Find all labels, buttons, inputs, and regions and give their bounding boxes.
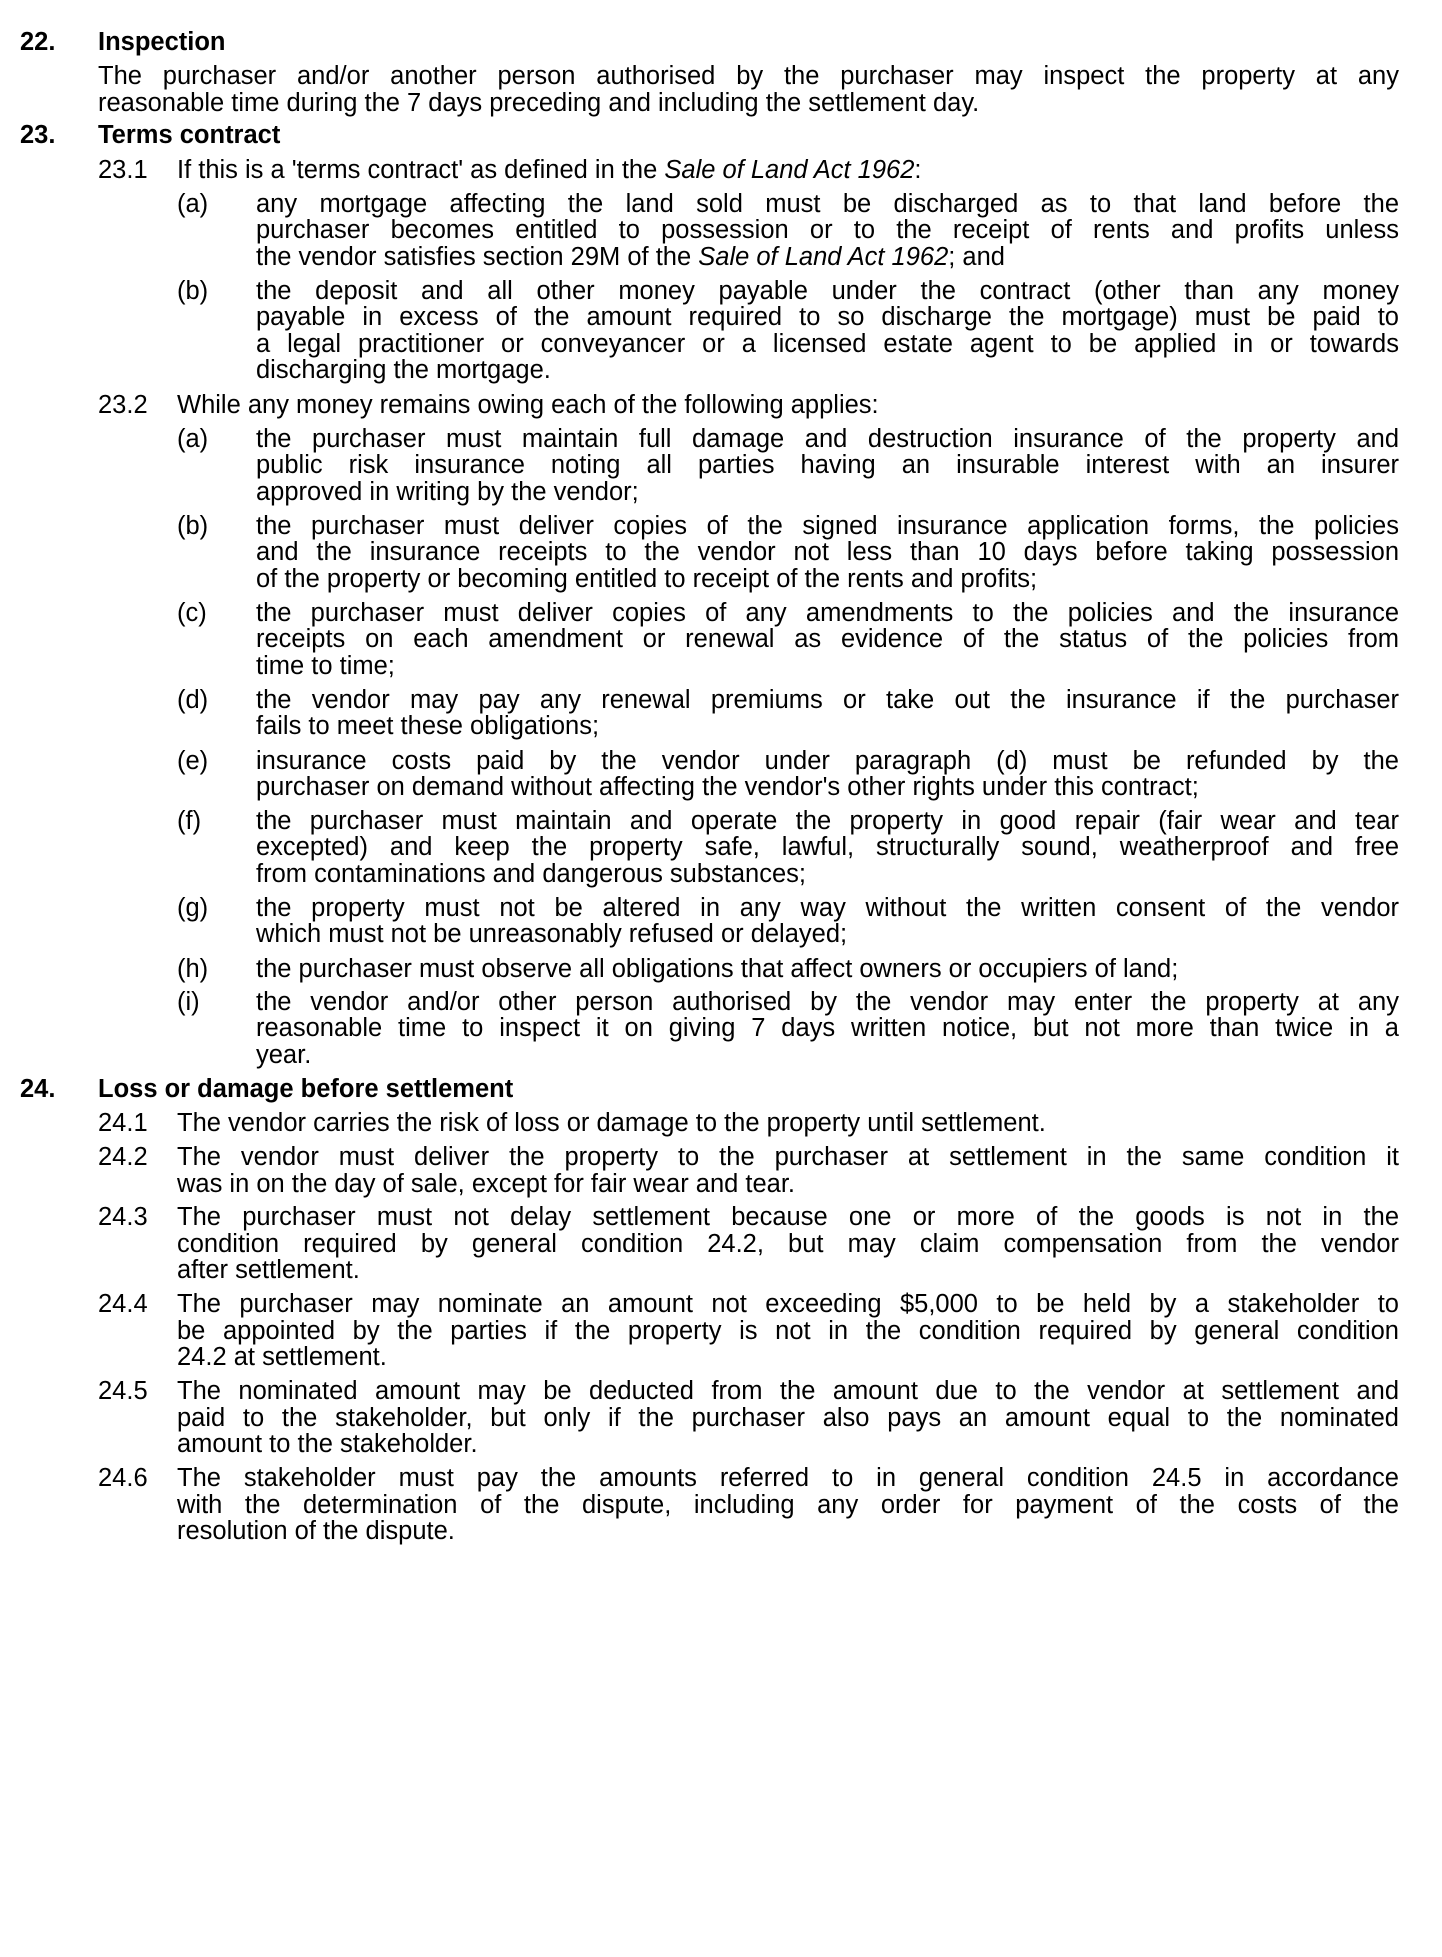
item-line: receipts on each amendment or renewal as evidence of the status of the policies from: [256, 625, 1399, 653]
clause-number: 24.3: [98, 1203, 148, 1231]
item-line: purchaser on demand without affecting the vendor's other rights under this contract;: [256, 773, 1199, 801]
clause-number: 23.2: [98, 391, 148, 419]
clause-line: resolution of the dispute.: [177, 1517, 455, 1545]
clause-number: 24.2: [98, 1143, 148, 1171]
item-label: (h): [177, 955, 209, 983]
clause-number: 24.1: [98, 1109, 148, 1137]
section-title: Inspection: [98, 28, 226, 56]
clause-line: The purchaser may nominate an amount not exceeding $5,000 to be held by a stakeholder to: [177, 1290, 1399, 1318]
clause-line: amount to the stakeholder.: [177, 1430, 478, 1458]
clause-line: be appointed by the parties if the property is not in the condition required by general condition: [177, 1317, 1399, 1345]
clause-line: The vendor carries the risk of loss or damage to the property until settlement.: [177, 1109, 1046, 1137]
item-line: the vendor and/or other person authorised by the vendor may enter the property at any: [256, 988, 1399, 1016]
clause-line: The stakeholder must pay the amounts referred to in general condition 24.5 in accordance: [177, 1464, 1399, 1492]
section-title: Loss or damage before settlement: [98, 1075, 514, 1103]
clause-text: If this is a 'terms contract' as defined in the Sale of Land Act 1962:: [177, 156, 922, 184]
item-label: (e): [177, 747, 209, 775]
item-label: (d): [177, 686, 209, 714]
clause-number: 24.6: [98, 1464, 148, 1492]
item-line: excepted) and keep the property safe, lawful, structurally sound, weatherproof and free: [256, 833, 1399, 861]
clause-line: The vendor must deliver the property to the purchaser at settlement in the same condition it: [177, 1143, 1399, 1171]
clause-line: 24.2 at settlement.: [177, 1343, 387, 1371]
item-line: the property must not be altered in any way without the written consent of the vendor: [256, 894, 1399, 922]
clause-number: 23.1: [98, 156, 148, 184]
section-number: 23.: [20, 121, 56, 149]
item-label: (g): [177, 894, 209, 922]
item-line: payable in excess of the amount required to so discharge the mortgage) must be paid to: [256, 303, 1399, 331]
act-title: Sale of Land Act 1962: [664, 156, 915, 184]
item-label: (c): [177, 599, 207, 627]
item-line: and the insurance receipts to the vendor not less than 10 days before taking possession: [256, 538, 1399, 566]
clause-text: While any money remains owing each of the following applies:: [177, 391, 879, 419]
item-line: approved in writing by the vendor;: [256, 478, 639, 506]
clause-line: The purchaser must not delay settlement because one or more of the goods is not in the: [177, 1203, 1399, 1231]
item-line: the purchaser must deliver copies of the signed insurance application forms, the policies: [256, 512, 1399, 540]
clause-line: condition required by general condition 24.2, but may claim compensation from the vendor: [177, 1230, 1399, 1258]
clause-number: 24.5: [98, 1377, 148, 1405]
item-line: the deposit and all other money payable under the contract (other than any money: [256, 277, 1399, 305]
item-label: (a): [177, 190, 209, 218]
item-line: public risk insurance noting all parties having an insurable interest with an insurer: [256, 451, 1399, 479]
clause-line: was in on the day of sale, except for fair wear and tear.: [177, 1170, 796, 1198]
item-line: purchaser becomes entitled to possession or to the receipt of rents and profits unless: [256, 216, 1399, 244]
item-line: reasonable time to inspect it on giving 7 days written notice, but not more than twice in a: [256, 1014, 1399, 1042]
item-line: any mortgage affecting the land sold must be discharged as to that land before the: [256, 190, 1399, 218]
item-line: the purchaser must deliver copies of any amendments to the policies and the insurance: [256, 599, 1399, 627]
item-line: time to time;: [256, 652, 395, 680]
item-label: (i): [177, 988, 200, 1016]
clause-line: paid to the stakeholder, but only if the purchaser also pays an amount equal to the nominated: [177, 1404, 1399, 1432]
item-label: (b): [177, 512, 209, 540]
clause-line: after settlement.: [177, 1256, 360, 1284]
item-line: insurance costs paid by the vendor under paragraph (d) must be refunded by the: [256, 747, 1399, 775]
section-number: 24.: [20, 1075, 56, 1103]
body-line: The purchaser and/or another person authorised by the purchaser may inspect the property at any: [98, 62, 1399, 90]
item-label: (a): [177, 425, 209, 453]
item-line: the purchaser must maintain and operate the property in good repair (fair wear and tear: [256, 807, 1399, 835]
item-line: fails to meet these obligations;: [256, 712, 600, 740]
act-title: Sale of Land Act 1962: [698, 243, 949, 271]
section-title: Terms contract: [98, 121, 281, 149]
item-line: year.: [256, 1041, 312, 1069]
clause-line: The nominated amount may be deducted from the amount due to the vendor at settlement and: [177, 1377, 1399, 1405]
clause-number: 24.4: [98, 1290, 148, 1318]
item-line: the vendor satisfies section 29M of the Sale of Land Act 1962; and: [256, 243, 1005, 271]
item-line: of the property or becoming entitled to receipt of the rents and profits;: [256, 565, 1038, 593]
item-line: the purchaser must maintain full damage and destruction insurance of the property and: [256, 425, 1399, 453]
item-line: discharging the mortgage.: [256, 356, 551, 384]
item-line: a legal practitioner or conveyancer or a licensed estate agent to be applied in or towards: [256, 330, 1399, 358]
body-line: reasonable time during the 7 days preceding and including the settlement day.: [98, 89, 980, 117]
clause-line: with the determination of the dispute, including any order for payment of the costs of the: [177, 1491, 1399, 1519]
item-label: (b): [177, 277, 209, 305]
item-line: the purchaser must observe all obligations that affect owners or occupiers of land;: [256, 955, 1179, 983]
section-number: 22.: [20, 28, 56, 56]
item-label: (f): [177, 807, 202, 835]
item-line: the vendor may pay any renewal premiums or take out the insurance if the purchaser: [256, 686, 1399, 714]
item-line: which must not be unreasonably refused or delayed;: [256, 920, 848, 948]
item-line: from contaminations and dangerous substances;: [256, 860, 806, 888]
